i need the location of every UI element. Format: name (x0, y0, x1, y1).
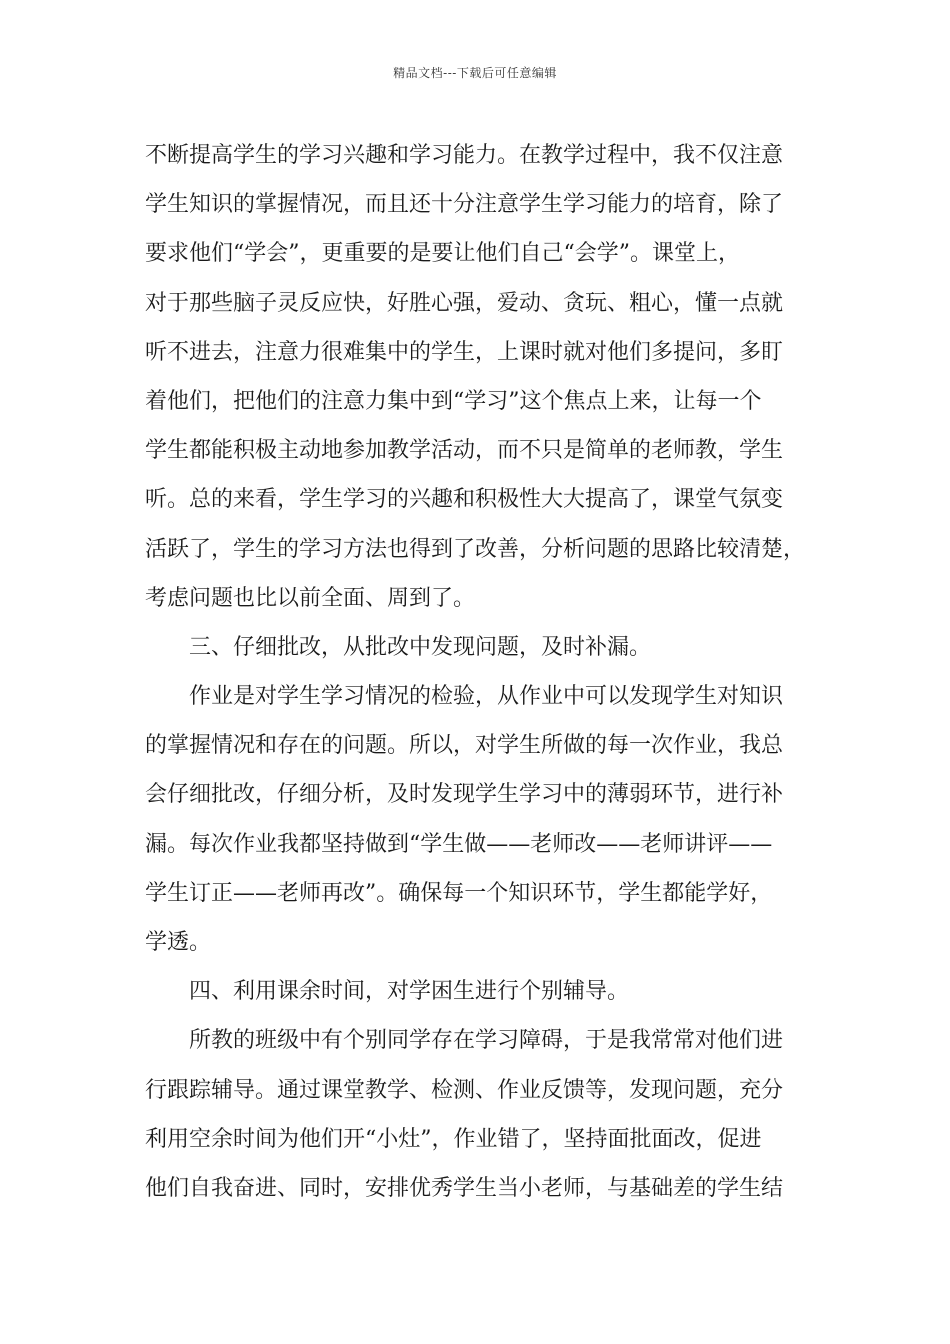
paragraph-line: 的掌握情况和存在的问题。所以，对学生所做的每一次作业，我总 (145, 733, 784, 759)
page-header: 精品文档---下载后可任意编辑 (393, 66, 557, 80)
paragraph-line: 学生都能积极主动地参加教学活动，而不只是简单的老师教，学生 (145, 438, 784, 464)
paragraph-line: 漏。每次作业我都坚持做到“学生做——老师改——老师讲评—— (145, 831, 773, 857)
paragraph-line: 他们自我奋进、同时，安排优秀学生当小老师，与基础差的学生结 (145, 1175, 784, 1201)
paragraph-line: 不断提高学生的学习兴趣和学习能力。在教学过程中，我不仅注意 (145, 143, 784, 168)
paragraph-line: 学透。 (145, 930, 212, 955)
paragraph-line: 对于那些脑子灵反应快，好胜心强，爱动、贪玩、粗心，懂一点就 (145, 290, 784, 316)
paragraph-line: 利用空余时间为他们开“小灶”，作业错了，坚持面批面改，促进 (145, 1126, 762, 1152)
section-heading: 四、利用课余时间，对学困生进行个别辅导。 (189, 979, 630, 1005)
paragraph-line: 听。总的来看，学生学习的兴趣和积极性大大提高了，课堂气氛变 (145, 487, 784, 513)
section-heading: 三、仔细批改，从批改中发现问题，及时补漏。 (189, 634, 652, 660)
paragraph-line: 着他们，把他们的注意力集中到“学习”这个焦点上来，让每一个 (145, 388, 762, 414)
paragraph-line: 会仔细批改，仔细分析，及时发现学生学习中的薄弱环节，进行补 (145, 782, 784, 808)
body-text (145, 131, 825, 1213)
paragraph-line: 要求他们“学会”，更重要的是要让他们自己“会学”。课堂上， (145, 241, 740, 267)
paragraph-line: 考虑问题也比以前全面、周到了。 (145, 585, 476, 611)
paragraph-line: 活跃了，学生的学习方法也得到了改善，分析问题的思路比较清楚， (145, 536, 806, 562)
paragraph-line: 作业是对学生学习情况的检验，从作业中可以发现学生对知识 (189, 684, 784, 710)
paragraph-line: 学生订正——老师再改”。确保每一个知识环节，学生都能学好， (145, 880, 773, 906)
paragraph-line: 学生知识的掌握情况，而且还十分注意学生学习能力的培育，除了 (145, 192, 784, 218)
paragraph-line: 行跟踪辅导。通过课堂教学、检测、作业反馈等，发现问题，充分 (145, 1077, 784, 1103)
paragraph-line: 听不进去，注意力很难集中的学生，上课时就对他们多提问，多盯 (145, 339, 784, 365)
paragraph-line: 所教的班级中有个别同学存在学习障碍，于是我常常对他们进 (189, 1028, 784, 1054)
